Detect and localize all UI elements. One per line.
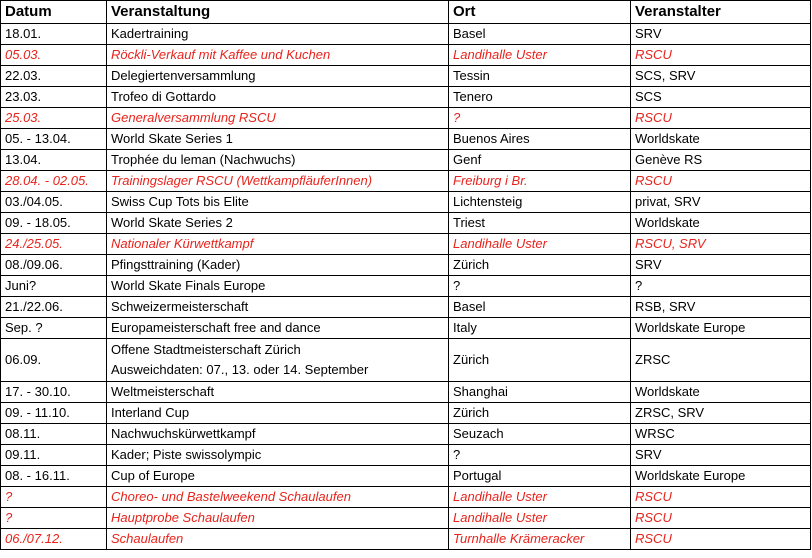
cell-event: Pfingsttraining (Kader) xyxy=(107,255,449,276)
header-place: Ort xyxy=(449,1,631,24)
cell-organizer: RSB, SRV xyxy=(631,297,811,318)
cell-date: 08.11. xyxy=(1,424,107,445)
cell-date: ? xyxy=(1,508,107,529)
table-row xyxy=(1,45,811,66)
cell-date: 25.03. xyxy=(1,108,107,129)
cell-place: Tenero xyxy=(449,87,631,108)
table-row xyxy=(1,87,811,108)
cell-event xyxy=(107,339,449,382)
cell-event: Kader; Piste swissolympic xyxy=(107,445,449,466)
table-row xyxy=(1,255,811,276)
cell-event: Trainingslager RSCU (WettkampfläuferInnen) xyxy=(107,171,449,192)
cell-place: Zürich xyxy=(449,255,631,276)
cell-event: Generalversammlung RSCU xyxy=(107,108,449,129)
table-row xyxy=(1,24,811,45)
table-row xyxy=(1,234,811,255)
table-row xyxy=(1,129,811,150)
cell-organizer: ZRSC xyxy=(631,339,811,382)
cell-date: 24./25.05. xyxy=(1,234,107,255)
cell-event: Kadertraining xyxy=(107,24,449,45)
cell-organizer: ZRSC, SRV xyxy=(631,403,811,424)
schedule-body xyxy=(1,24,811,550)
cell-event: Schweizermeisterschaft xyxy=(107,297,449,318)
cell-date: 09.11. xyxy=(1,445,107,466)
cell-organizer: SCS, SRV xyxy=(631,66,811,87)
cell-event: World Skate Series 2 xyxy=(107,213,449,234)
table-row xyxy=(1,171,811,192)
cell-organizer: ? xyxy=(631,276,811,297)
cell-organizer: Worldskate Europe xyxy=(631,466,811,487)
table-row xyxy=(1,339,811,382)
cell-date: 08./09.06. xyxy=(1,255,107,276)
cell-place: Landihalle Uster xyxy=(449,45,631,66)
cell-organizer: Worldskate xyxy=(631,129,811,150)
cell-date: 13.04. xyxy=(1,150,107,171)
cell-event: World Skate Series 1 xyxy=(107,129,449,150)
cell-place: Triest xyxy=(449,213,631,234)
cell-place: Portugal xyxy=(449,466,631,487)
cell-date: 28.04. - 02.05. xyxy=(1,171,107,192)
cell-place: Zürich xyxy=(449,339,631,382)
cell-organizer: Worldskate Europe xyxy=(631,318,811,339)
cell-date: 21./22.06. xyxy=(1,297,107,318)
cell-place: ? xyxy=(449,276,631,297)
cell-organizer: Genève RS xyxy=(631,150,811,171)
cell-place: Italy xyxy=(449,318,631,339)
cell-event: Weltmeisterschaft xyxy=(107,382,449,403)
cell-place: Landihalle Uster xyxy=(449,487,631,508)
table-row xyxy=(1,508,811,529)
cell-organizer: SRV xyxy=(631,255,811,276)
cell-event: Trofeo di Gottardo xyxy=(107,87,449,108)
cell-organizer: Worldskate xyxy=(631,382,811,403)
cell-organizer: RSCU xyxy=(631,529,811,550)
table-row xyxy=(1,529,811,550)
cell-place: Lichtensteig xyxy=(449,192,631,213)
table-row xyxy=(1,192,811,213)
cell-date: 23.03. xyxy=(1,87,107,108)
cell-organizer: SCS xyxy=(631,87,811,108)
cell-event: Delegiertenversammlung xyxy=(107,66,449,87)
cell-place: Landihalle Uster xyxy=(449,234,631,255)
header-row xyxy=(1,1,811,24)
cell-organizer: privat, SRV xyxy=(631,192,811,213)
cell-place: Landihalle Uster xyxy=(449,508,631,529)
cell-organizer: Worldskate xyxy=(631,213,811,234)
table-row xyxy=(1,318,811,339)
cell-date: 17. - 30.10. xyxy=(1,382,107,403)
cell-place: Buenos Aires xyxy=(449,129,631,150)
header-event: Veranstaltung xyxy=(107,1,449,24)
cell-place: ? xyxy=(449,108,631,129)
cell-place: Shanghai xyxy=(449,382,631,403)
cell-date: Juni? xyxy=(1,276,107,297)
cell-organizer: RSCU xyxy=(631,487,811,508)
cell-organizer: RSCU xyxy=(631,171,811,192)
table-row xyxy=(1,403,811,424)
table-row xyxy=(1,150,811,171)
event-line: Offene Stadtmeisterschaft Zürich xyxy=(111,342,301,357)
cell-date: 06./07.12. xyxy=(1,529,107,550)
cell-organizer: RSCU xyxy=(631,508,811,529)
cell-event: Hauptprobe Schaulaufen xyxy=(107,508,449,529)
cell-place: Seuzach xyxy=(449,424,631,445)
table-row xyxy=(1,382,811,403)
table-row xyxy=(1,424,811,445)
cell-event: Röckli-Verkauf mit Kaffee und Kuchen xyxy=(107,45,449,66)
cell-date: 09. - 11.10. xyxy=(1,403,107,424)
cell-place: Genf xyxy=(449,150,631,171)
table-row xyxy=(1,108,811,129)
cell-event: Europameisterschaft free and dance xyxy=(107,318,449,339)
table-row xyxy=(1,487,811,508)
table-row xyxy=(1,276,811,297)
cell-event: Swiss Cup Tots bis Elite xyxy=(107,192,449,213)
cell-date: 05.03. xyxy=(1,45,107,66)
cell-organizer: SRV xyxy=(631,445,811,466)
table-row xyxy=(1,66,811,87)
cell-place: Freiburg i Br. xyxy=(449,171,631,192)
header-organizer: Veranstalter xyxy=(631,1,811,24)
cell-event: World Skate Finals Europe xyxy=(107,276,449,297)
cell-place: Tessin xyxy=(449,66,631,87)
table-row xyxy=(1,445,811,466)
cell-place: ? xyxy=(449,445,631,466)
cell-place: Basel xyxy=(449,297,631,318)
cell-date: 08. - 16.11. xyxy=(1,466,107,487)
cell-date: 22.03. xyxy=(1,66,107,87)
cell-event: Nachwuchskürwettkampf xyxy=(107,424,449,445)
cell-date: 03./04.05. xyxy=(1,192,107,213)
cell-event: Cup of Europe xyxy=(107,466,449,487)
cell-date: 18.01. xyxy=(1,24,107,45)
cell-date: 09. - 18.05. xyxy=(1,213,107,234)
cell-organizer: RSCU xyxy=(631,108,811,129)
cell-organizer: RSCU, SRV xyxy=(631,234,811,255)
cell-place: Zürich xyxy=(449,403,631,424)
event-alt-dates: Ausweichdaten: 07., 13. oder 14. September xyxy=(111,362,369,377)
table-row xyxy=(1,297,811,318)
cell-event: Interland Cup xyxy=(107,403,449,424)
cell-date: 06.09. xyxy=(1,339,107,382)
cell-organizer: RSCU xyxy=(631,45,811,66)
cell-event: Choreo- und Bastelweekend Schaulaufen xyxy=(107,487,449,508)
cell-date: Sep. ? xyxy=(1,318,107,339)
table-row xyxy=(1,466,811,487)
cell-date: ? xyxy=(1,487,107,508)
table-row xyxy=(1,213,811,234)
cell-event: Schaulaufen xyxy=(107,529,449,550)
cell-organizer: WRSC xyxy=(631,424,811,445)
cell-organizer: SRV xyxy=(631,24,811,45)
cell-event: Nationaler Kürwettkampf xyxy=(107,234,449,255)
cell-date: 05. - 13.04. xyxy=(1,129,107,150)
cell-place: Basel xyxy=(449,24,631,45)
cell-place: Turnhalle Krämeracker xyxy=(449,529,631,550)
cell-event: Trophée du leman (Nachwuchs) xyxy=(107,150,449,171)
header-date: Datum xyxy=(1,1,107,24)
